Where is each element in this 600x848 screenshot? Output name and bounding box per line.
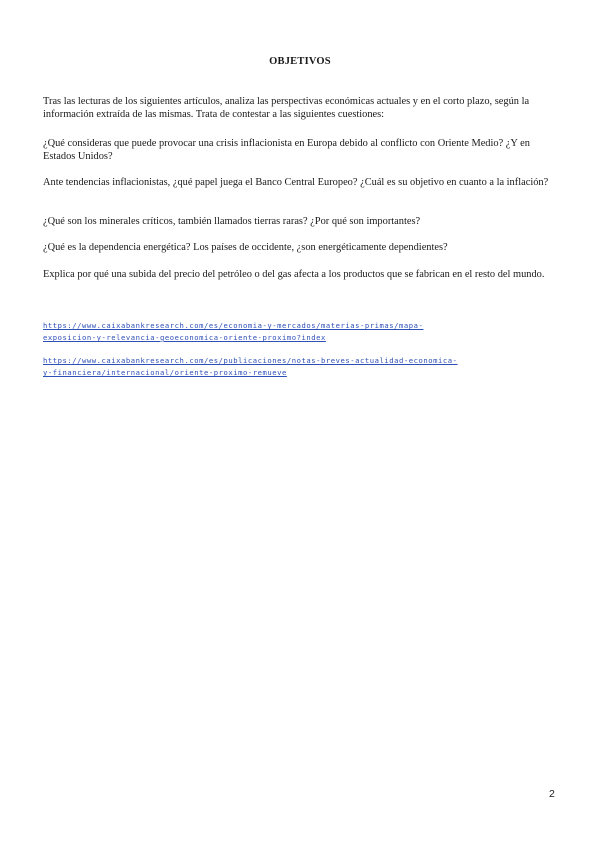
- question-energy-dependence: ¿Qué es la dependencia energética? Los países de occidente, ¿son energéticamente dependientes?: [43, 242, 448, 253]
- article-link-materias-primas[interactable]: [43, 320, 563, 344]
- intro-paragraph: Tras las lecturas de los siguientes artículos, analiza las perspectivas económicas actuales y en el corto plazo, según la información extraída de las mismas. Trata de contestar a las siguientes cuestiones:: [43, 96, 530, 120]
- page-number: 2: [549, 788, 555, 800]
- link-line[interactable]: y-financiera/internacional/oriente-proximo-remueve: [43, 368, 287, 377]
- question-oil-gas-prices: Explica por qué una subida del precio del petróleo o del gas afecta a los productos que se fabrican en el resto del mundo.: [43, 269, 545, 280]
- question-central-bank: Ante tendencias inflacionistas, ¿qué papel juega el Banco Central Europeo? ¿Cuál es su objetivo en cuanto a la inflación?: [43, 177, 549, 188]
- link-line[interactable]: https://www.caixabankresearch.com/es/publicaciones/notas-breves-actualidad-economica-: [43, 356, 458, 365]
- question-inflation-crisis: ¿Qué consideras que puede provocar una crisis inflacionista en Europa debido al conflicto con Oriente Medio? ¿Y en Estados Unidos?: [43, 138, 530, 162]
- page-title: OBJETIVOS: [269, 56, 331, 67]
- link-line[interactable]: https://www.caixabankresearch.com/es/economia-y-mercados/materias-primas/mapa-: [43, 321, 424, 330]
- link-line[interactable]: exposicion-y-relevancia-geoeconomica-oriente-proximo?index: [43, 333, 326, 342]
- question-critical-minerals: ¿Qué son los minerales críticos, también llamados tierras raras? ¿Por qué son importantes?: [43, 216, 421, 227]
- article-link-oriente-proximo[interactable]: [43, 355, 563, 379]
